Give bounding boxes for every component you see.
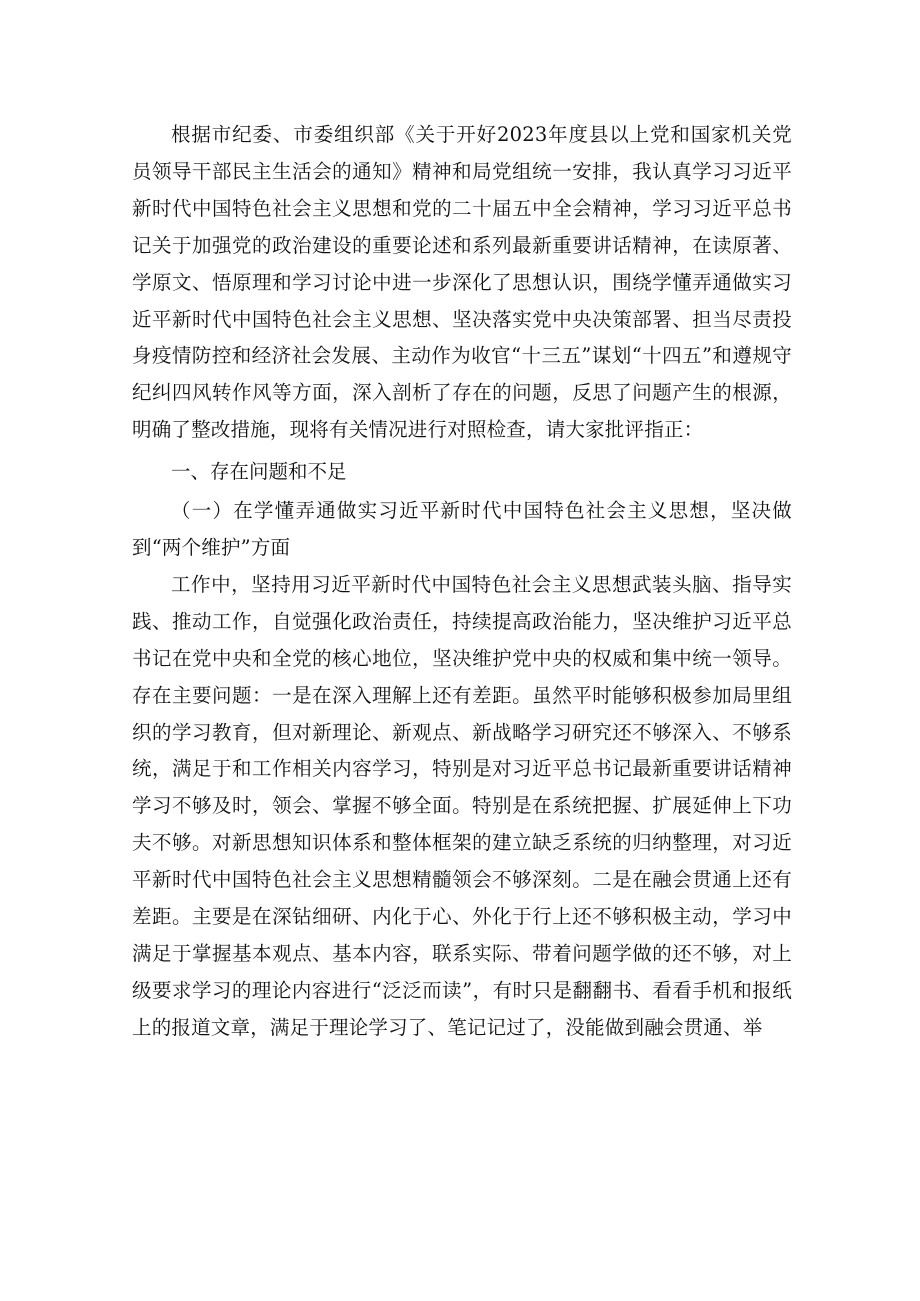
intro-paragraph: 根据市纪委、市委组织部《关于开好2023年度县以上党和国家机关党员领导干部民主生活会的通知》精神和局党组统一安排，我认真学习习近平新时代中国特色社会主义思想和党的二十届五中全会精神，学习习近平总书记关于加强党的政治建设的重要论述和系列最新重要讲话精神，在读原著、学原文、悟原理和学习讨论中进一步深化了思想认识，围绕学懂弄通做实习近平新时代中国特色社会主义思想、坚决落实党中央决策部署、担当尽责投身疫情防控和经济社会发展、主动作为收官“十三五”谋划“十四五”和遵规守纪纠四风转作风等方面，深入剖析了存在的问题，反思了问题产生的根源，明确了整改措施，现将有关情况进行对照检查，请大家批评指正： <box>132 123 792 442</box>
section-heading: 一、存在问题和不足 <box>171 460 347 484</box>
subsection-heading: （一）在学懂弄通做实习近平新时代中国特色社会主义思想，坚决做到“两个维护”方面 <box>132 499 792 559</box>
body-paragraph: 工作中，坚持用习近平新时代中国特色社会主义思想武装头脑、指导实践、推动工作，自觉强化政治责任，持续提高政治能力，坚决维护习近平总书记在党中央和全党的核心地位，坚决维护党中央的权威和集中统一领导。存在主要问题：一是在深入理解上还有差距。虽然平时能够积极参加局里组织的学习教育，但对新理论、新观点、新战略学习研究还不够深入、不够系统，满足于和工作相关内容学习，特别是对习近平总书记最新重要讲话精神学习不够及时，领会、掌握不够全面。特别是在系统把握、扩展延伸上下功夫不够。对新思想知识体系和整体框架的建立缺乏系统的归纳整理，对习近平新时代中国特色社会主义思想精髓领会不够深刻。二是在融会贯通上还有差距。主要是在深钻细研、内化于心、外化于行上还不够积极主动，学习中满足于掌握基本观点、基本内容，联系实际、带着问题学做的还不够，对上级要求学习的理论内容进行“泛泛而读”，有时只是翻翻书、看看手机和报纸上的报道文章，满足于理论学习了、笔记记过了，没能做到融会贯通、举 <box>132 572 792 1039</box>
document-body <box>132 117 792 1047</box>
